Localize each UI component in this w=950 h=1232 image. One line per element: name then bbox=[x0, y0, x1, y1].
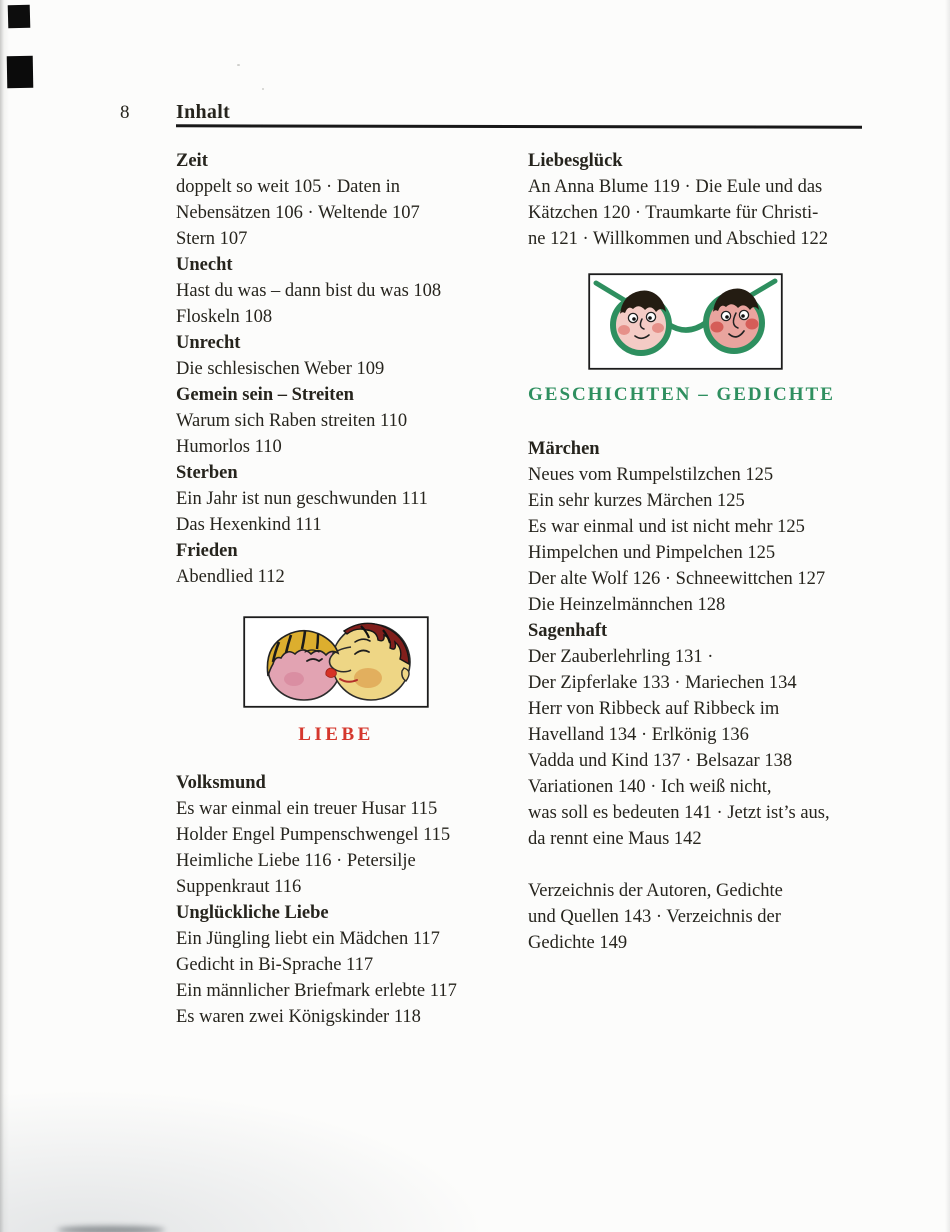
toc-section-heading: Liebesglück bbox=[528, 151, 623, 171]
toc-line: Das Hexenkind 111 bbox=[176, 515, 322, 535]
toc-line: Der Zipferlake 133 · Mariechen 134 bbox=[528, 673, 797, 693]
toc-section-heading: Unglückliche Liebe bbox=[176, 903, 329, 923]
page-title: Inhalt bbox=[176, 101, 231, 123]
toc-line: Holder Engel Pumpenschwengel 115 bbox=[176, 825, 451, 845]
toc-line: Heimliche Liebe 116 · Petersilje bbox=[176, 851, 416, 871]
toc-section-heading: Sagenhaft bbox=[528, 621, 608, 641]
page-number: 8 bbox=[120, 102, 130, 123]
toc-line: Ein männlicher Briefmark erlebte 117 bbox=[176, 981, 457, 1001]
toc-line: Havelland 134 · Erlkönig 136 bbox=[528, 725, 749, 745]
toc-line: Stern 107 bbox=[176, 229, 248, 249]
toc-right-column-part2 bbox=[528, 436, 830, 852]
toc-section-heading: Frieden bbox=[176, 541, 238, 561]
header-rule bbox=[176, 124, 862, 128]
toc-line: doppelt so weit 105 · Daten in bbox=[176, 177, 401, 197]
toc-line: Ein sehr kurzes Märchen 125 bbox=[528, 491, 745, 511]
paper-speck bbox=[262, 88, 264, 90]
toc-line: was soll es bedeuten 141 · Jetzt ist’s aus, bbox=[528, 803, 830, 823]
toc-right-column-part1 bbox=[528, 148, 828, 252]
toc-line: Floskeln 108 bbox=[176, 307, 273, 327]
bottom-edge-smudge bbox=[57, 1226, 165, 1232]
geschichten-gedichte-heading: GESCHICHTEN – GEDICHTE bbox=[528, 384, 835, 405]
toc-line: Vadda und Kind 137 · Belsazar 138 bbox=[528, 751, 793, 771]
page-left-edge-shadow bbox=[0, 0, 9, 1232]
toc-left-column-part1 bbox=[176, 148, 441, 590]
toc-line: Es waren zwei Königskinder 118 bbox=[176, 1007, 421, 1027]
toc-line: Nebensätzen 106 · Weltende 107 bbox=[176, 203, 420, 223]
toc-section-heading: Unrecht bbox=[176, 333, 241, 353]
toc-line: Verzeichnis der Autoren, Gedichte bbox=[528, 881, 783, 901]
toc-line: Der alte Wolf 126 · Schneewittchen 127 bbox=[528, 569, 826, 589]
toc-line: Es war einmal ein treuer Husar 115 bbox=[176, 799, 438, 819]
toc-line: Ein Jahr ist nun geschwunden 111 bbox=[176, 489, 428, 509]
toc-line: und Quellen 143 · Verzeichnis der bbox=[528, 907, 781, 927]
toc-line: Hast du was – dann bist du was 108 bbox=[176, 281, 442, 301]
toc-line: Suppenkraut 116 bbox=[176, 877, 302, 897]
toc-line: Neues vom Rumpelstilzchen 125 bbox=[528, 465, 774, 485]
toc-section-heading: Unecht bbox=[176, 255, 233, 275]
toc-line: da rennt eine Maus 142 bbox=[528, 829, 702, 849]
toc-line: Gedicht in Bi-Sprache 117 bbox=[176, 955, 374, 975]
toc-line: Die schlesischen Weber 109 bbox=[176, 359, 385, 379]
scan-mark-square-top bbox=[8, 5, 31, 29]
toc-line: Variationen 140 · Ich weiß nicht, bbox=[528, 777, 772, 797]
toc-left-column-part2 bbox=[176, 770, 457, 1030]
toc-line: Der Zauberlehrling 131 · bbox=[528, 647, 714, 667]
toc-section-heading: Volksmund bbox=[176, 773, 266, 793]
toc-line: Kätzchen 120 · Traumkarte für Christi- bbox=[528, 203, 819, 223]
page-right-edge-shadow bbox=[945, 0, 950, 1232]
toc-section-heading: Gemein sein – Streiten bbox=[176, 385, 354, 405]
toc-right-column-part3 bbox=[528, 878, 783, 956]
toc-section-heading: Zeit bbox=[176, 151, 208, 171]
toc-line: Es war einmal und ist nicht mehr 125 bbox=[528, 517, 805, 537]
paper-speck bbox=[237, 64, 240, 66]
toc-line: Die Heinzelmännchen 128 bbox=[528, 595, 726, 615]
toc-line: Gedichte 149 bbox=[528, 933, 628, 953]
toc-line: Herr von Ribbeck auf Ribbeck im bbox=[528, 699, 780, 719]
bottom-left-corner-shadow bbox=[0, 1092, 480, 1232]
glasses-illustration bbox=[588, 273, 783, 370]
kiss-illustration bbox=[243, 616, 429, 708]
toc-line: Himpelchen und Pimpelchen 125 bbox=[528, 543, 776, 563]
scan-mark-square-bottom bbox=[7, 56, 34, 88]
toc-line: Warum sich Raben streiten 110 bbox=[176, 411, 408, 431]
toc-line: An Anna Blume 119 · Die Eule und das bbox=[528, 177, 823, 197]
toc-line: Humorlos 110 bbox=[176, 437, 282, 457]
toc-line: Ein Jüngling liebt ein Mädchen 117 bbox=[176, 929, 440, 949]
toc-section-heading: Märchen bbox=[528, 439, 600, 459]
toc-line: Abendlied 112 bbox=[176, 567, 285, 587]
toc-section-heading: Sterben bbox=[176, 463, 238, 483]
toc-line: ne 121 · Willkommen und Abschied 122 bbox=[528, 229, 829, 249]
liebe-heading: LIEBE bbox=[298, 724, 374, 745]
